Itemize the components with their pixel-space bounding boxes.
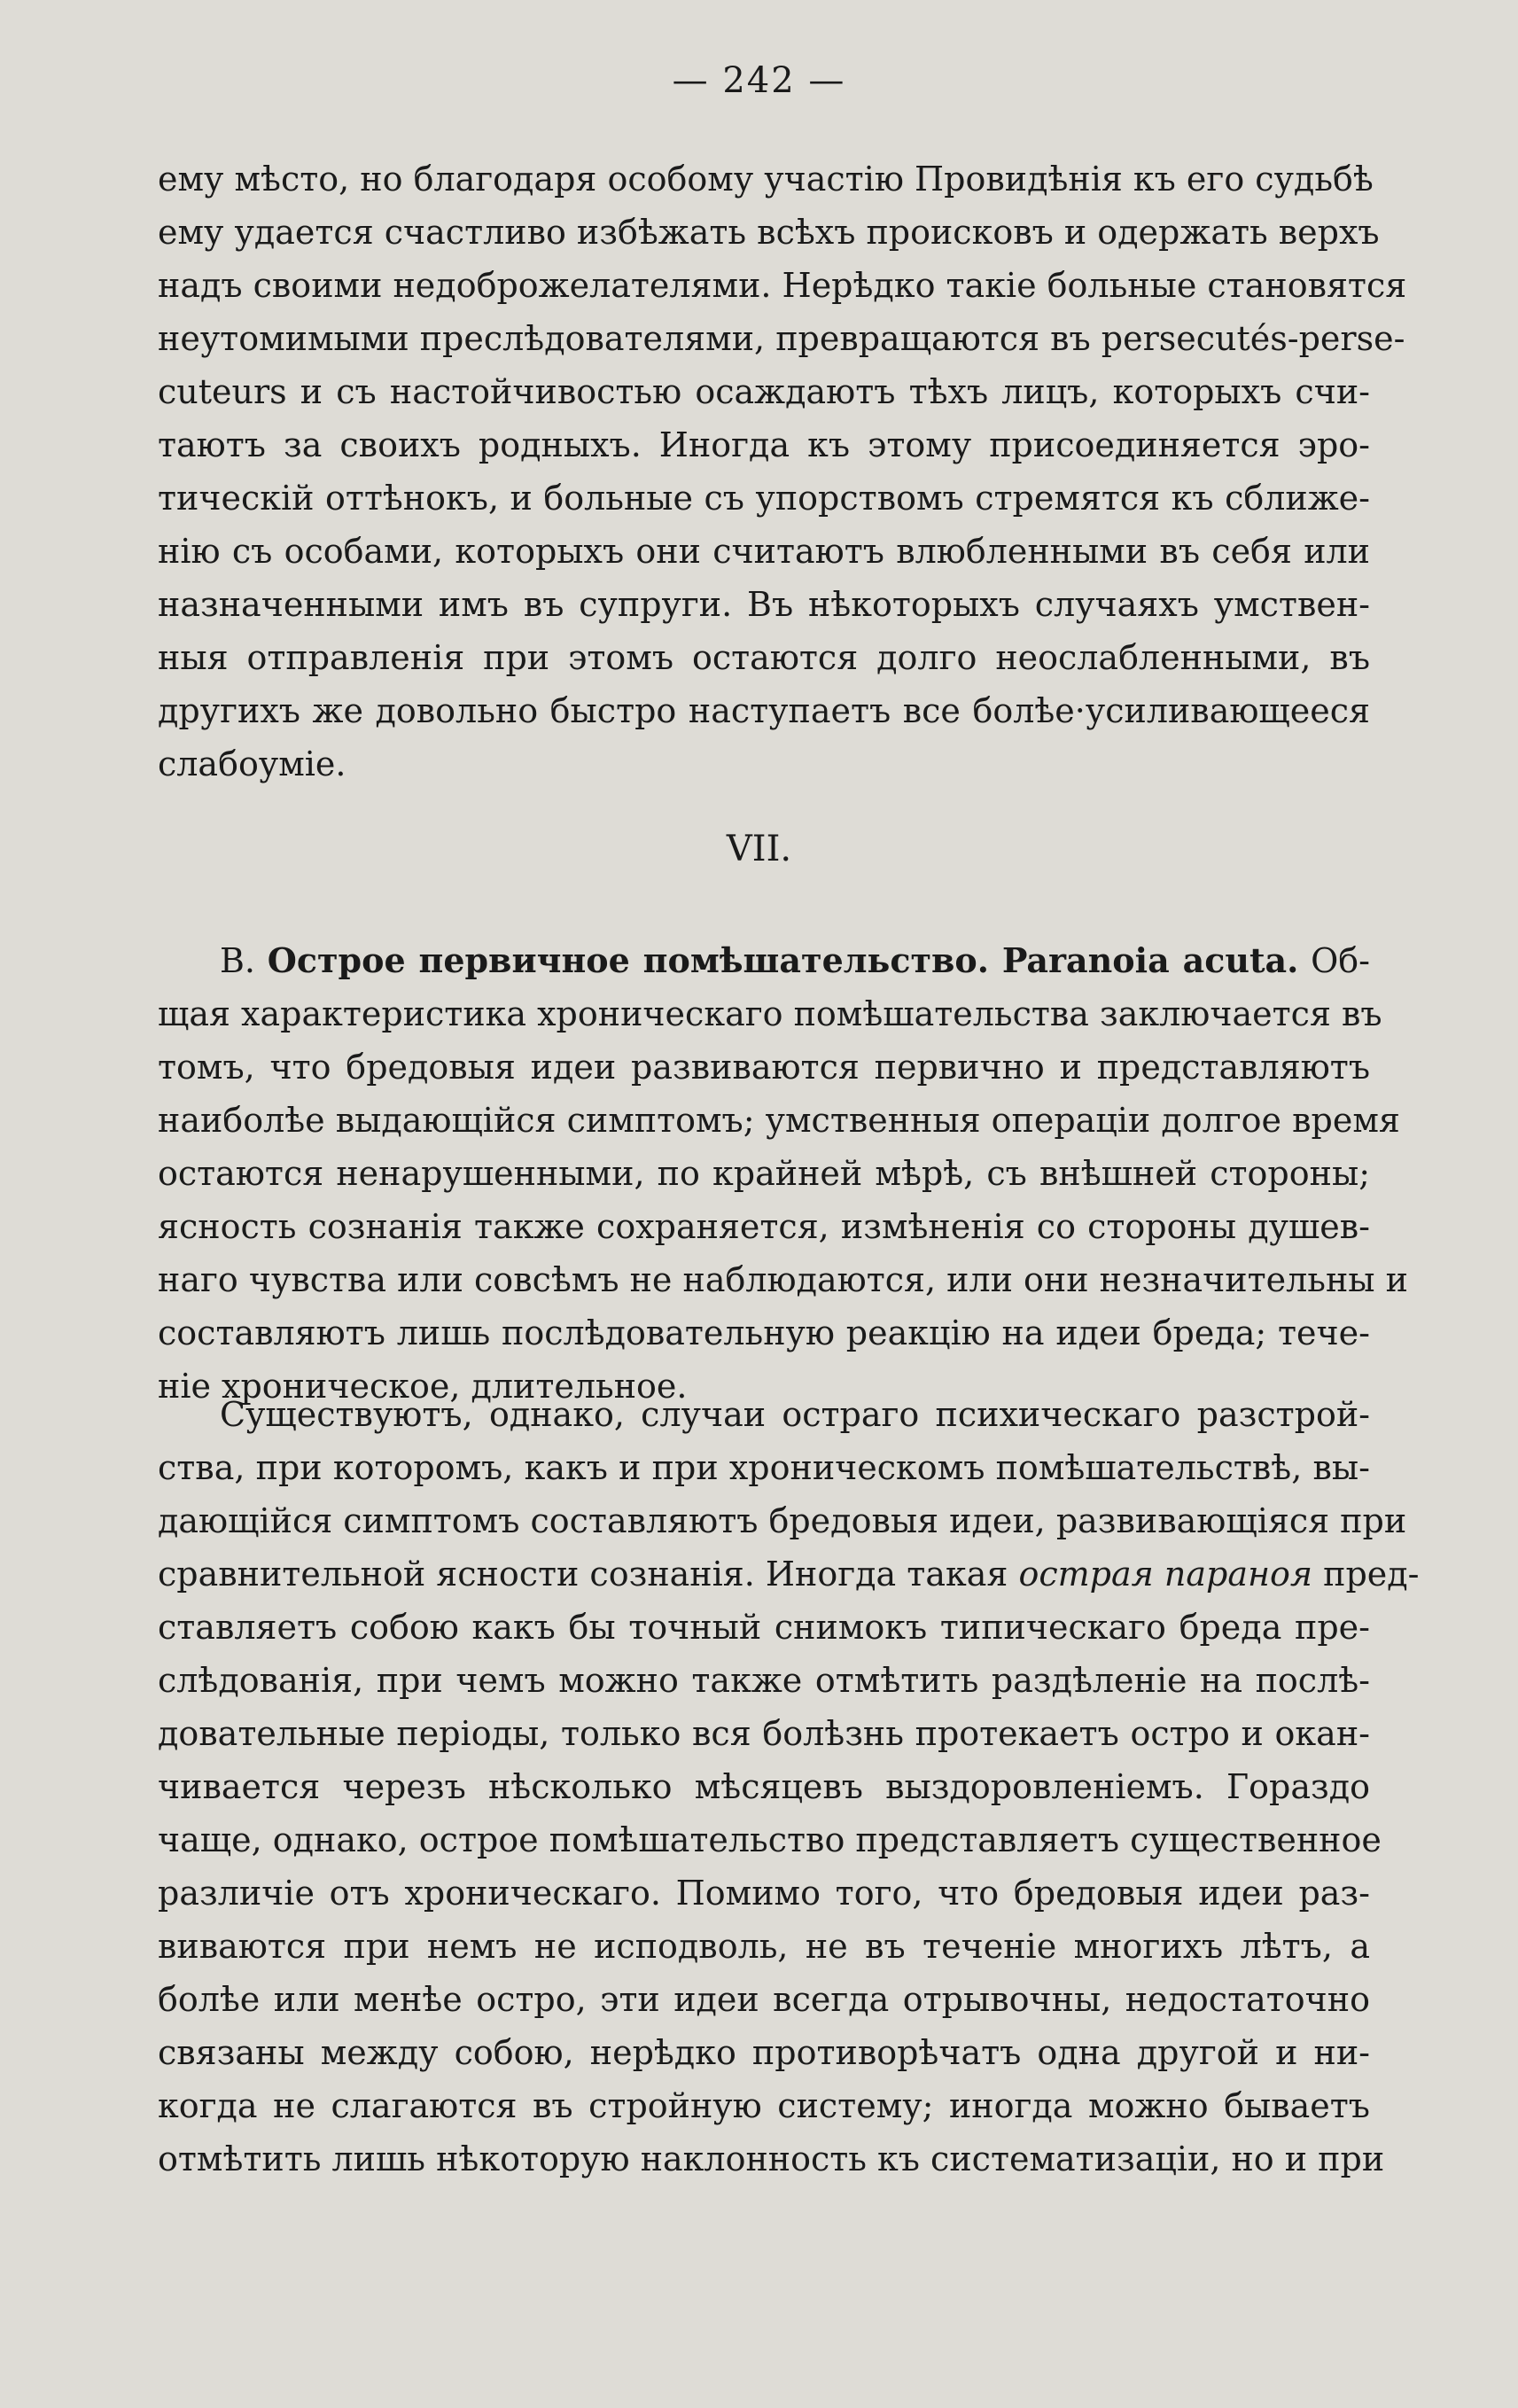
emphasized-term: острая параноя xyxy=(1018,1555,1313,1594)
text-line: надъ своими недоброжелателями. Нерѣдко такіе больные становятся xyxy=(158,266,1407,305)
text-line: ему мѣсто, но благодаря особому участію Провидѣнія къ его судьбѣ xyxy=(158,160,1374,199)
text-line: Существуютъ, однако, случаи остраго психическаго разстрой- xyxy=(220,1395,1370,1434)
text-line: составляютъ лишь послѣдовательную реакцію на идеи бреда; тече- xyxy=(158,1313,1370,1352)
paragraph-definition xyxy=(158,934,1408,1413)
subsection-title: Острое первичное помѣшательство. Paranoia acuta. xyxy=(267,940,1299,980)
text-line: чивается черезъ нѣсколько мѣсяцевъ выздоровленіемъ. Гораздо xyxy=(158,1767,1370,1806)
text-line: связаны между собою, нерѣдко противорѣчатъ одна другой и ни- xyxy=(158,2033,1370,2072)
text-line: ставляетъ собою какъ бы точный снимокъ типическаго бреда пре- xyxy=(158,1608,1370,1647)
text-line: ніе хроническое, длительное. xyxy=(158,1367,688,1406)
text-line: другихъ же довольно быстро наступаетъ все болѣе·усиливающееся xyxy=(158,691,1370,730)
text-fragment: Об- xyxy=(1311,941,1370,980)
text-line: нію съ особами, которыхъ они считаютъ влюбленными въ себя или xyxy=(158,532,1370,571)
paragraph-continuation xyxy=(158,152,1407,791)
text-line: наго чувства или совсѣмъ не наблюдаются, или они незначительны и xyxy=(158,1260,1408,1299)
text-line: когда не слагаются въ стройную систему; иногда можно бываетъ xyxy=(158,2086,1370,2125)
text-line: ему удается счастливо избѣжать всѣхъ происковъ и одержать верхъ xyxy=(158,213,1380,252)
paragraph-heading-line xyxy=(158,934,1370,987)
text-line: тическій оттѣнокъ, и больные съ упорствомъ стремятся къ сближе- xyxy=(158,479,1370,518)
text-line: виваются при немъ не исподволь, не въ теченіе многихъ лѣтъ, а xyxy=(158,1927,1370,1966)
text-line: неутомимыми преслѣдователями, превращаются въ persecutés-perse- xyxy=(158,319,1405,358)
text-line: щая характеристика хроническаго помѣшательства заключается въ xyxy=(158,994,1382,1033)
text-line: отмѣтить лишь нѣкоторую наклонность къ систематизаціи, но и при xyxy=(158,2139,1385,2178)
text-fragment: сравнительной ясности сознанія. Иногда такая xyxy=(158,1555,1008,1594)
text-line: остаются ненарушенными, по крайней мѣрѣ, съ внѣшней стороны; xyxy=(158,1154,1370,1193)
text-line: cuteurs и съ настойчивостью осаждаютъ тѣхъ лицъ, которыхъ счи- xyxy=(158,372,1370,411)
text-line: назначенными имъ въ супруги. Въ нѣкоторыхъ случаяхъ умствен- xyxy=(158,585,1370,624)
text-line: слѣдованія, при чемъ можно также отмѣтить раздѣленіе на послѣ- xyxy=(158,1661,1370,1700)
text-line: томъ, что бредовыя идеи развиваются первично и представляютъ xyxy=(158,1048,1370,1087)
text-line: слабоуміе. xyxy=(158,744,346,783)
text-line: чаще, однако, острое помѣшательство представляетъ существенное xyxy=(158,1820,1382,1859)
section-letter: B. xyxy=(220,941,256,980)
text-line: ства, при которомъ, какъ и при хроническомъ помѣшательствѣ, вы- xyxy=(158,1448,1370,1487)
section-heading: VII. xyxy=(726,829,792,869)
page-number: — 242 — xyxy=(672,60,846,101)
text-line: таютъ за своихъ родныхъ. Иногда къ этому присоединяется эро- xyxy=(158,425,1370,464)
text-line: болѣе или менѣе остро, эти идеи всегда отрывочны, недостаточно xyxy=(158,1980,1370,2019)
text-fragment: пред- xyxy=(1323,1555,1420,1594)
text-line-with-emphasis xyxy=(158,1547,1420,1601)
text-line: различіе отъ хроническаго. Помимо того, что бредовыя идеи раз- xyxy=(158,1874,1370,1913)
text-line: ныя отправленія при этомъ остаются долго неослабленными, въ xyxy=(158,638,1370,677)
text-line: дающійся симптомъ составляютъ бредовыя идеи, развивающіяся при xyxy=(158,1501,1407,1540)
text-line: наиболѣе выдающійся симптомъ; умственныя операціи долгое время xyxy=(158,1101,1400,1140)
paragraph-acute-paranoia xyxy=(158,1388,1420,2186)
text-line: довательные періоды, только вся болѣзнь протекаетъ остро и окан- xyxy=(158,1714,1370,1753)
text-line: ясность сознанія также сохраняется, измѣненія со стороны душев- xyxy=(158,1207,1370,1246)
